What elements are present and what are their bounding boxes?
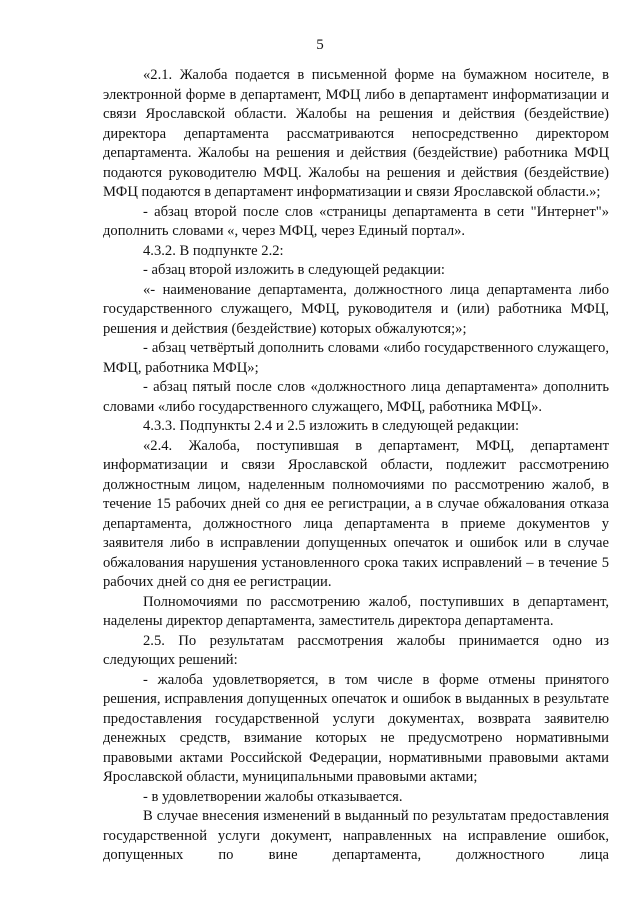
paragraph-4-3-2-heading: 4.3.2. В подпункте 2.2:: [143, 242, 284, 259]
paragraph-2-4-complaint-review: «2.4. Жалоба, поступившая в департамент, МФЦ, департамент информатизации и связи Ярославской области, подлежит рассмотрению должностным лицом, наделенным полномочиями по рассмотрению жалоб, в течение 15 рабочих дней со дня ее регистрации, а в случае обжалования отказа департамента, должностного лица департамента в приеме документов у заявителя либо в исправлении допущенных опечаток и ошибок или в случае обжалования нарушения установленного срока таких исправлений – в течение 5 рабочих дней со дня ее регистрации.: [103, 437, 609, 590]
paragraph-fifth-abzac: - абзац пятый после слов «должностного лица департамента» дополнить словами «либо государственного служащего, МФЦ, работника МФЦ».: [103, 379, 609, 415]
paragraph-department-name-item: «- наименование департамента, должностного лица департамента либо государственного служащего, МФЦ, руководителя и (или) работника МФЦ, решения и действия (бездействие) которых обжалуются;»;: [103, 281, 609, 337]
paragraph-complaint-satisfied: - жалоба удовлетворяется, в том числе в форме отмены принятого решения, исправления допущенных опечаток и ошибок в выданных в результате предоставления государственной услуги документах, возврата заявителю денежных средств, взимание которых не предусмотрено нормативными правовыми актами Российской Федерации, нормативными правовыми актами Ярославской области, муниципальными правовыми актами;: [103, 671, 609, 785]
paragraph-review-authority: Полномочиями по рассмотрению жалоб, поступивших в департамент, наделены директор департамента, заместитель директора департамента.: [103, 593, 609, 629]
paragraph-fourth-abzac: - абзац четвёртый дополнить словами «либо государственного служащего, МФЦ, работника МФЦ»;: [103, 340, 609, 376]
paragraph-2-5-decisions: 2.5. По результатам рассмотрения жалобы принимается одно из следующих решений:: [103, 632, 609, 668]
paragraph-second-abzac-edit: - абзац второй изложить в следующей редакции:: [143, 262, 445, 278]
paragraph-2-1-complaint-filing: «2.1. Жалоба подается в письменной форме на бумажном носителе, в электронной форме в департамент, МФЦ либо в департамент информатизации и связи Ярославской области. Жалобы на решения и действия (бездействие) директора департамента рассматриваются непосредственно директором департамента. Жалобы на решения и действия (бездействие) работника МФЦ подаются руководителю МФЦ. Жалобы на решения и действия (бездействие) МФЦ подаются в департамент информатизации и связи Ярославской области.»;: [103, 67, 609, 200]
document-body: [103, 66, 609, 866]
paragraph-4-3-3-heading: 4.3.3. Подпункты 2.4 и 2.5 изложить в следующей редакции:: [143, 418, 520, 434]
page-number: 5: [316, 37, 324, 53]
paragraph-error-correction: В случае внесения изменений в выданный по результатам предоставления государственной услуги документ, направленных на исправление ошибок, допущенных по вине департамента, должностного лица: [103, 808, 609, 863]
paragraph-complaint-refused: - в удовлетворении жалобы отказывается.: [143, 788, 403, 805]
paragraph-internet-addition: - абзац второй после слов «страницы департамента в сети "Интернет"» дополнить словами «, через МФЦ, через Единый портал».: [103, 203, 609, 239]
